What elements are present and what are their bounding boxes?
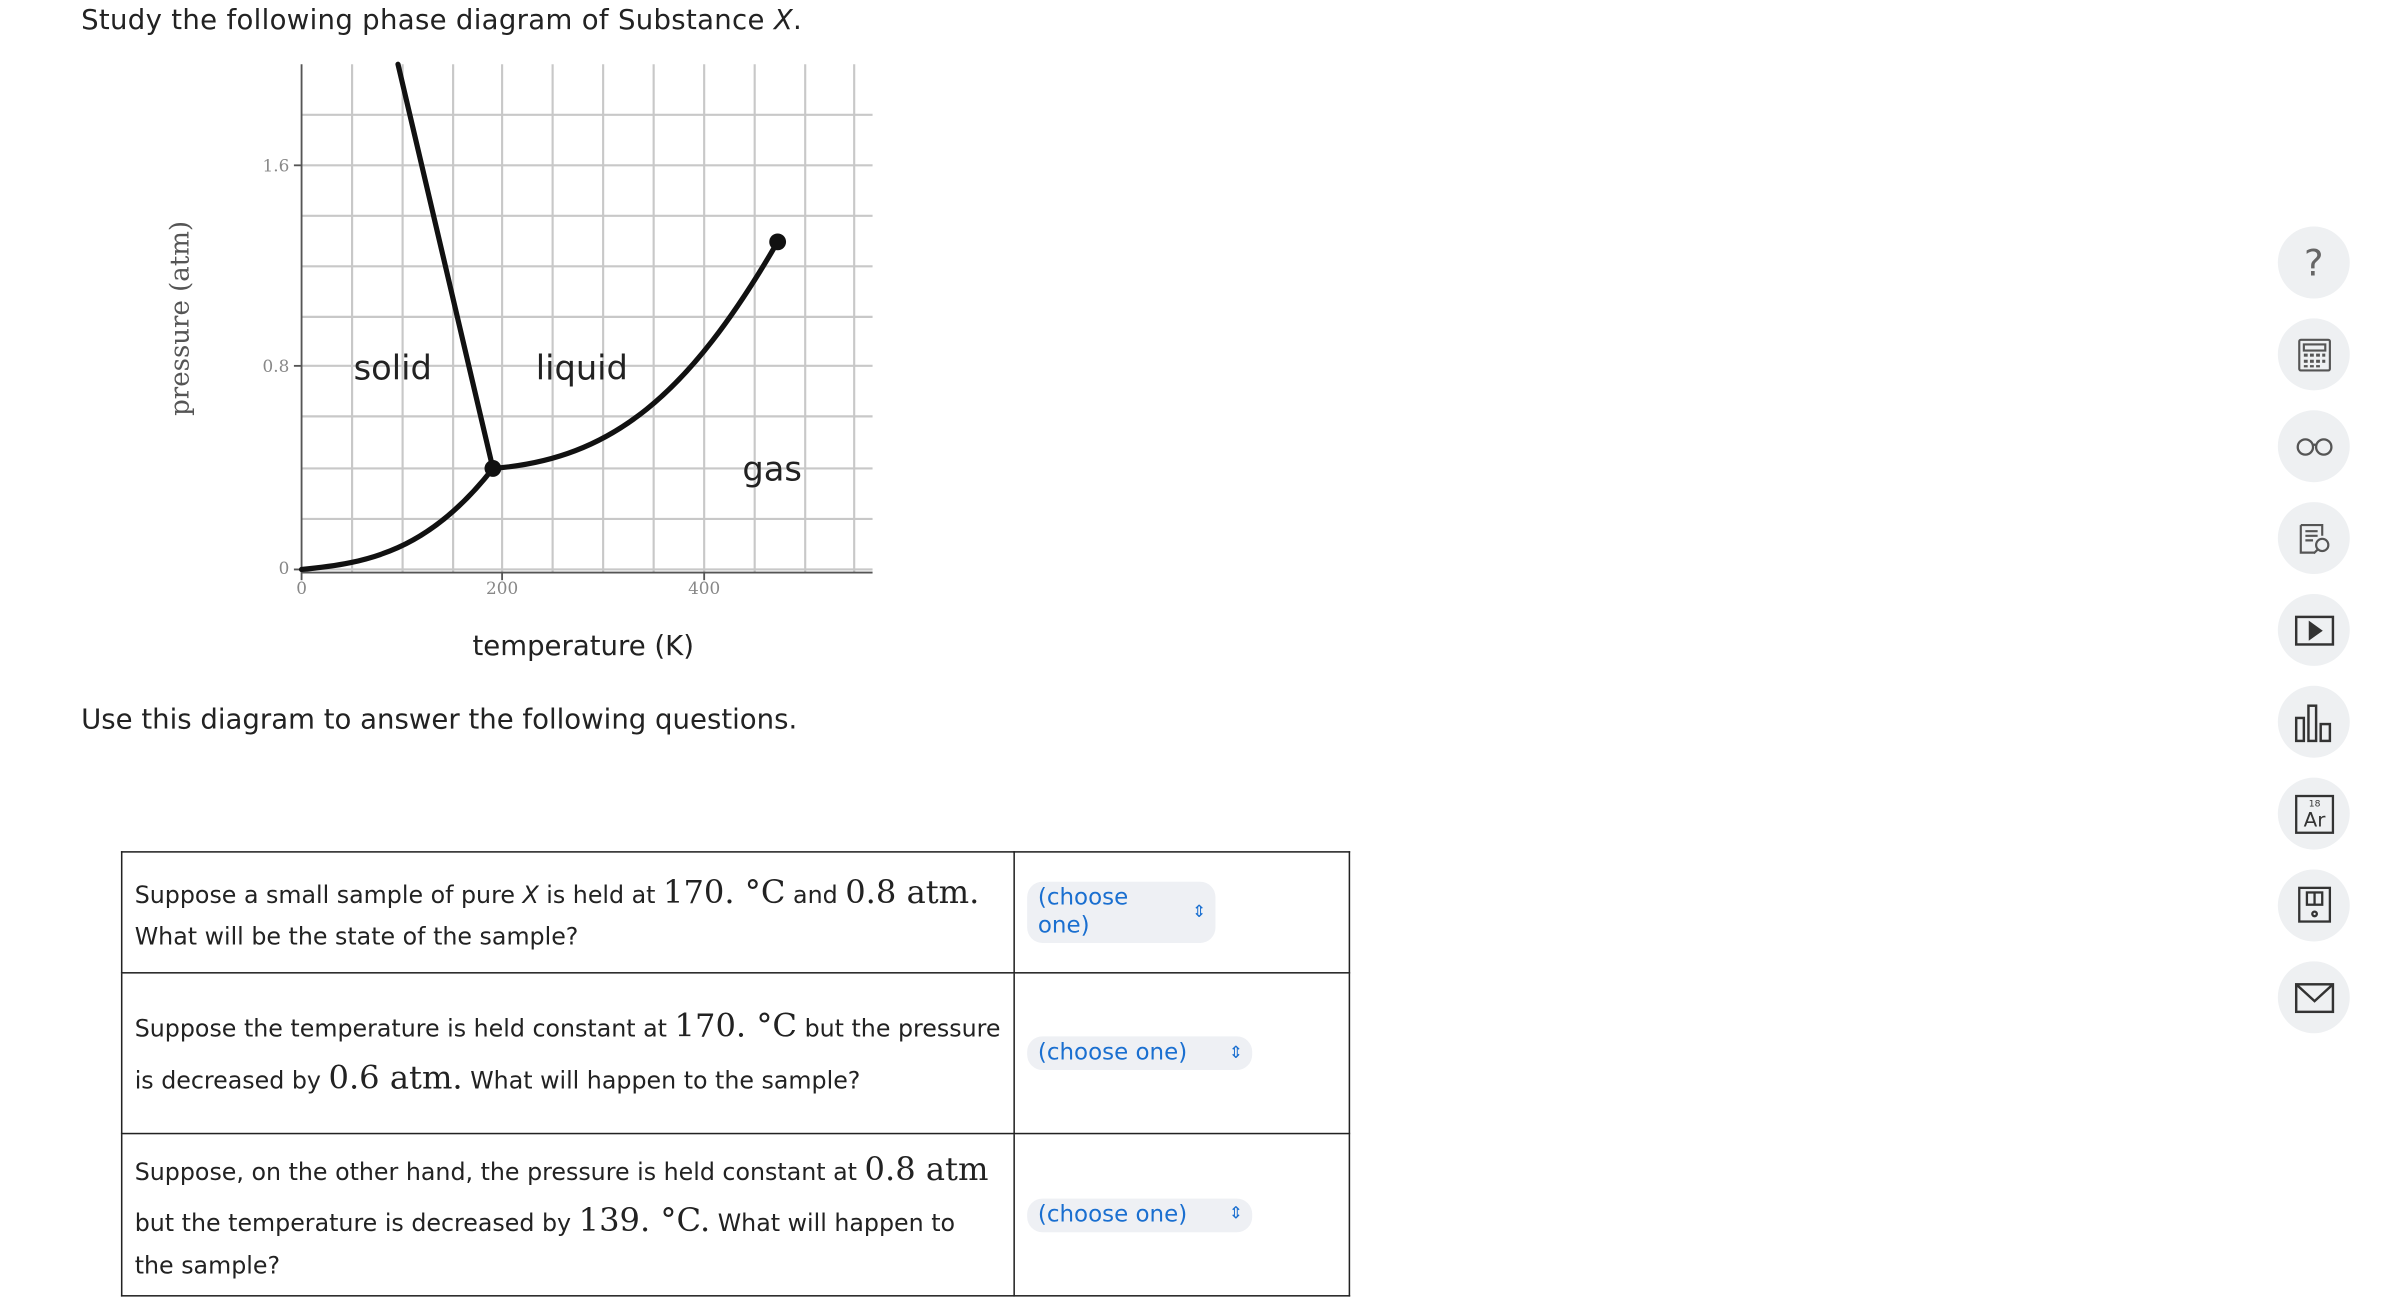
y-axis-label: pressure (atm) [165,220,196,416]
region-liquid: liquid [535,348,628,388]
bar-chart-icon [2292,702,2335,742]
question-2-answer [1014,973,1349,1134]
mail-button[interactable] [2278,961,2350,1033]
glasses-icon [2294,436,2334,457]
phase-diagram [153,58,888,670]
critical-point [769,233,786,250]
calculator-icon [2295,336,2332,373]
question-row-2 [122,973,1350,1134]
question-1-answer [1014,852,1349,973]
chart-button[interactable] [2278,686,2350,758]
intro-text: Study the following phase diagram of Substance X. [81,4,803,37]
question-3-select[interactable] [1027,1198,1252,1232]
periodic-number: 18 [2307,797,2320,809]
mail-icon [2294,982,2334,1013]
x-tick-label-400: 400 [688,577,721,598]
calculator-button[interactable] [2278,318,2350,390]
video-button[interactable] [2278,594,2350,666]
grid [302,64,873,572]
question-row-3 [122,1134,1350,1296]
tool-sidebar [2278,227,2350,1054]
axes [294,64,873,580]
instructions: Use this diagram to answer the following questions. [81,704,798,737]
y-tick-label-0: 0 [278,558,290,579]
updown-chevron-icon: ⇕ [1228,1203,1244,1224]
textbook-icon [2295,886,2332,926]
help-icon: ? [2304,241,2324,284]
periodic-table-icon [2294,794,2334,834]
glasses-button[interactable] [2278,410,2350,482]
updown-chevron-icon: ⇕ [1192,900,1207,921]
reference-icon [2295,520,2332,557]
select-label: (choose one) [1037,1037,1188,1066]
question-2-text: Suppose the temperature is held constant at 170. °C but the pressure is decreased by 0.6 atm. What will happen to the sample? [122,973,1014,1134]
periodic-symbol: Ar [2302,807,2325,831]
question-3-text: Suppose, on the other hand, the pressure is held constant at 0.8 atm but the temperature is decreased by 139. °C. What will happen to the sample? [122,1134,1014,1296]
select-label: (choose one) [1037,1199,1188,1227]
x-axis-label: temperature (K) [472,630,694,663]
triple-point [484,460,501,477]
region-gas: gas [742,449,802,489]
y-tick-label-1.6: 1.6 [262,155,290,176]
periodic-table-button[interactable] [2278,778,2350,850]
questions-table [121,851,1350,1296]
textbook-button[interactable] [2278,869,2350,941]
region-solid: solid [353,348,432,388]
updown-chevron-icon: ⇕ [1228,1041,1244,1062]
help-button[interactable] [2278,227,2350,299]
y-tick-label-0.8: 0.8 [262,355,290,376]
x-tick-label-200: 200 [486,577,519,598]
video-icon [2294,615,2334,646]
question-3-answer [1014,1134,1349,1296]
question-row-1 [122,852,1350,973]
reference-button[interactable] [2278,502,2350,574]
question-1-select[interactable] [1027,882,1215,943]
question-2-select[interactable] [1027,1036,1252,1070]
select-label: (choose one) [1037,883,1129,939]
x-tick-label-0: 0 [296,577,307,598]
question-1-text: Suppose a small sample of pure X is held at 170. °C and 0.8 atm. What will be the state of the sample? [122,852,1014,973]
